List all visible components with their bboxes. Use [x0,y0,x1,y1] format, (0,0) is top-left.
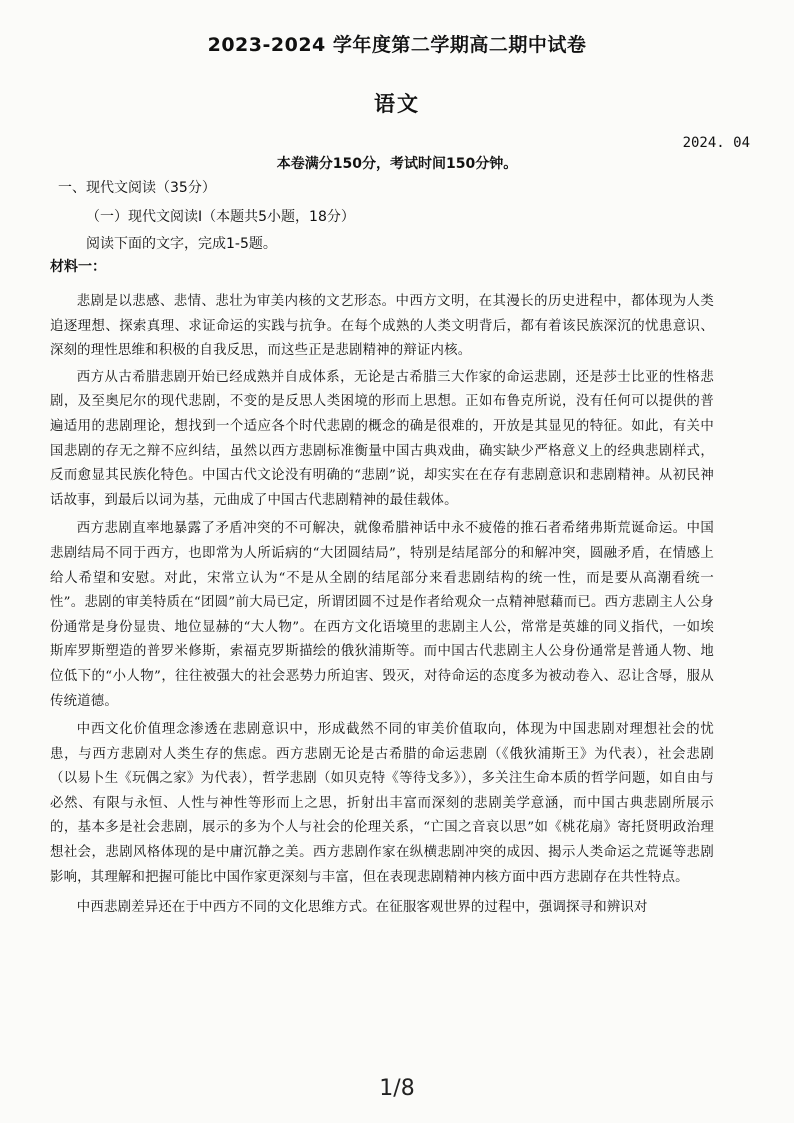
exam-title: 2023-2024 学年度第二学期高二期中试卷 [207,34,587,56]
paragraph: 中西文化价值理念渗透在悲剧意识中，形成截然不同的审美价值取向，体现为中国悲剧对理想社会的忧患，与西方悲剧对人类生存的焦虑。西方悲剧无论是古希腊的命运悲剧（《俄狄浦斯王》为代表），社会悲剧（以易卜生《玩偶之家》为代表），哲学悲剧（如贝克特《等待戈多》），多关注生命本质的哲学问题，如自由与必然、有限与永恒、人性与神性等形而上之思，折射出丰富而深刻的悲剧美学意涵，而中国古典悲剧所展示的，基本多是社会悲剧，展示的多为个人与社会的伦理关系，“亡国之音哀以思”如《桃花扇》寄托贤明政治理想社会，悲剧风格体现的是中庸沉静之美。西方悲剧作家在纵横悲剧冲突的成因、揭示人类命运之荒诞等悲剧影响，其理解和把握可能比中国作家更深刻与丰富，但在表现悲剧精神内核方面中西方悲剧存在共性特点。 [50,722,714,885]
reading-instruction: 阅读下面的文字，完成1-5题。 [86,236,277,252]
page-number: 1/8 [379,1076,415,1101]
subsection-heading: （一）现代文阅读Ⅰ（本题共5小题，18分） [86,209,355,225]
material-label: 材料一： [50,259,106,275]
subject-title: 语文 [374,92,420,116]
exam-date: 2024. 04 [682,135,750,151]
reading-passage [50,290,714,923]
section-heading-1: 一、现代文阅读（35分） [58,180,216,196]
paragraph: 西方从古希腊悲剧开始已经成熟并自成体系，无论是古希腊三大作家的命运悲剧，还是莎士比亚的性格悲剧，及至奥尼尔的现代悲剧，不变的是反思人类困境的形而上思想。正如布鲁克所说，没有任何可以提供的普遍适用的悲剧理论，想找到一个适应各个时代悲剧的概念的确是很难的，开放是其显见的特征。如此，有关中国悲剧的存无之辩不应纠结，虽然以西方悲剧标准衡量中国古典戏曲，确实缺少严格意义上的经典悲剧样式，反而愈显其民族化特色。中国古代文论没有明确的“悲剧”说，却实实在在存有悲剧意识和悲剧精神。从初民神话故事，到最后以词为基，元曲成了中国古代悲剧精神的最佳载体。 [50,369,714,508]
paragraph: 西方悲剧直率地暴露了矛盾冲突的不可解决，就像希腊神话中永不疲倦的推石者希绪弗斯荒诞命运。中国悲剧结局不同于西方，也即常为人所诟病的“大团圆结局”，特别是结尾部分的和解冲突，圆融矛盾，在情感上给人希望和安慰。对此，宋常立认为“不是从全剧的结尾部分来看悲剧结构的统一性，而是要从高潮看统一性”。悲剧的审美特质在“团圆”前大局已定，所谓团圆不过是作者给观众一点精神慰藉而已。西方悲剧主人公身份通常是身份显贵、地位显赫的“大人物”。在西方文化语境里的悲剧主人公，常常是英雄的同义指代，一如埃斯库罗斯塑造的普罗米修斯，索福克罗斯描绘的俄狄浦斯等。而中国古代悲剧主人公身份通常是普通人物、地位低下的“小人物”，往往被强大的社会恶势力所迫害、毁灭，对待命运的态度多为被动卷入、忍让含辱，服从传统道德。 [50,521,714,709]
paragraph: 中西悲剧差异还在于中西方不同的文化思维方式。在征服客观世界的过程中，强调探寻和辨识对 [76,900,648,916]
paragraph: 悲剧是以悲感、悲情、悲壮为审美内核的文艺形态。中西方文明，在其漫长的历史进程中，都体现为人类追逐理想、探索真理、求证命运的实践与抗争。在每个成熟的人类文明背后，都有着该民族深沉的忧患意识、深刻的理性思维和积极的自我反思，而这些正是悲剧精神的辩证内核。 [50,294,714,359]
exam-note: 本卷满分150分，考试时间150分钟。 [276,156,518,172]
